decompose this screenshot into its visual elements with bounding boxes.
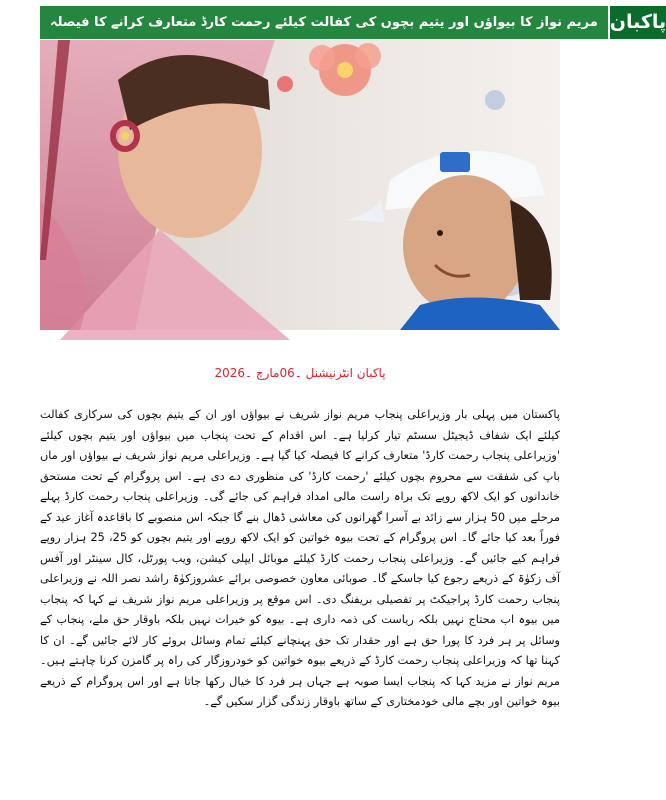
header-bar [40,6,666,39]
photo-illustration [40,40,560,330]
brand-logo: پاکبان [608,6,666,39]
article-photo [40,40,560,330]
headline: مریم نواز کا بیواؤں اور یتیم بچوں کی کفالت کیلئے رحمت کارڈ متعارف کرانے کا فیصلہ [40,6,608,39]
dateline: پاکبان انٹرنیشنل ۔06مارچ ۔2026 [214,366,386,380]
article-body: پاکستان میں پہلی بار وزیراعلی پنجاب مریم نواز شریف نے بیواؤں اور ان کے یتیم بچوں کی سرکاری کفالت کیلئے ایک شفاف ڈیجیٹل سسٹم تیار کرلیا ہے۔ اس اقدام کے تحت پنجاب میں بیواؤں اور یتیم بچوں کیلئے 'وزیراعلی پنجاب رحمت کارڈ' متعارف کرانے کا فیصلہ کیا گیا ہے۔ وزیراعلی مریم نواز شریف نے بیواؤں اور ماں باپ کی شفقت سے محروم بچوں کیلئے 'رحمت کارڈ' کی منظوری دے دی ہے۔ اس پروگرام کے تحت مستحق خاندانوں کو ایک لاکھ روپے تک براہ راست مالی امداد فراہم کی جائے گی۔ وزیراعلی پنجاب رحمت کارڈ پہلے مرحلے میں 50 ہزار سے زائد بے آسرا گھرانوں کی معاشی ڈھال بنے گا جبکہ اس منصوبے کا باقاعدہ آغاز عید کے فوراً بعد کیا جائے گا۔ اس پروگرام کے تحت بیوہ خواتین کو ایک لاکھ روپے اور یتیم بچوں کو 25، 25 ہزار روپے فراہم کیے جائیں گے۔ وزیراعلی پنجاب رحمت کارڈ کیلئے موبائل ایپلی کیشن، ویب پورٹل، کال سینٹر اور آفس آف زکوٰۃ کے ذریعے رجوع کیا جاسکے گا۔ صوبائی معاون خصوصی برائے عشروزکوٰۃ راشد نصر اللہ نے وزیراعلی پنجاب رحمت کارڈ پراجیکٹ پر تفصیلی بریفنگ دی۔ اس موقع پر وزیراعلی مریم نواز شریف نے کہا کہ پنجاب میں بیوہ اب محتاج نہیں بلکہ ریاست کی ذمہ داری ہے۔ بیوہ کو خیرات نہیں بلکہ باوقار حق ملے، پنجاب کے وسائل پر ہر فرد کا پورا حق ہے اور حقدار تک حق پہنچانے کیلئے تمام وسائل بروئے کار لائے جائیں گے۔ ان کا کہنا تھا کہ وزیراعلی پنجاب رحمت کارڈ کے ذریعے بیوہ خواتین کو خودروزگار کی راہ پر گامزن کرنا چاہتے ہیں۔ مریم نواز نے مزید کہا کہ پنجاب ایسا صوبہ ہے جہاں ہر فرد کا خیال رکھا جاتا ہے اور اس پروگرام کے ذریعے بیوہ خواتین اور بچے مالی خودمختاری کے ساتھ باوقار زندگی گزار سکیں گے۔ [40,408,560,708]
